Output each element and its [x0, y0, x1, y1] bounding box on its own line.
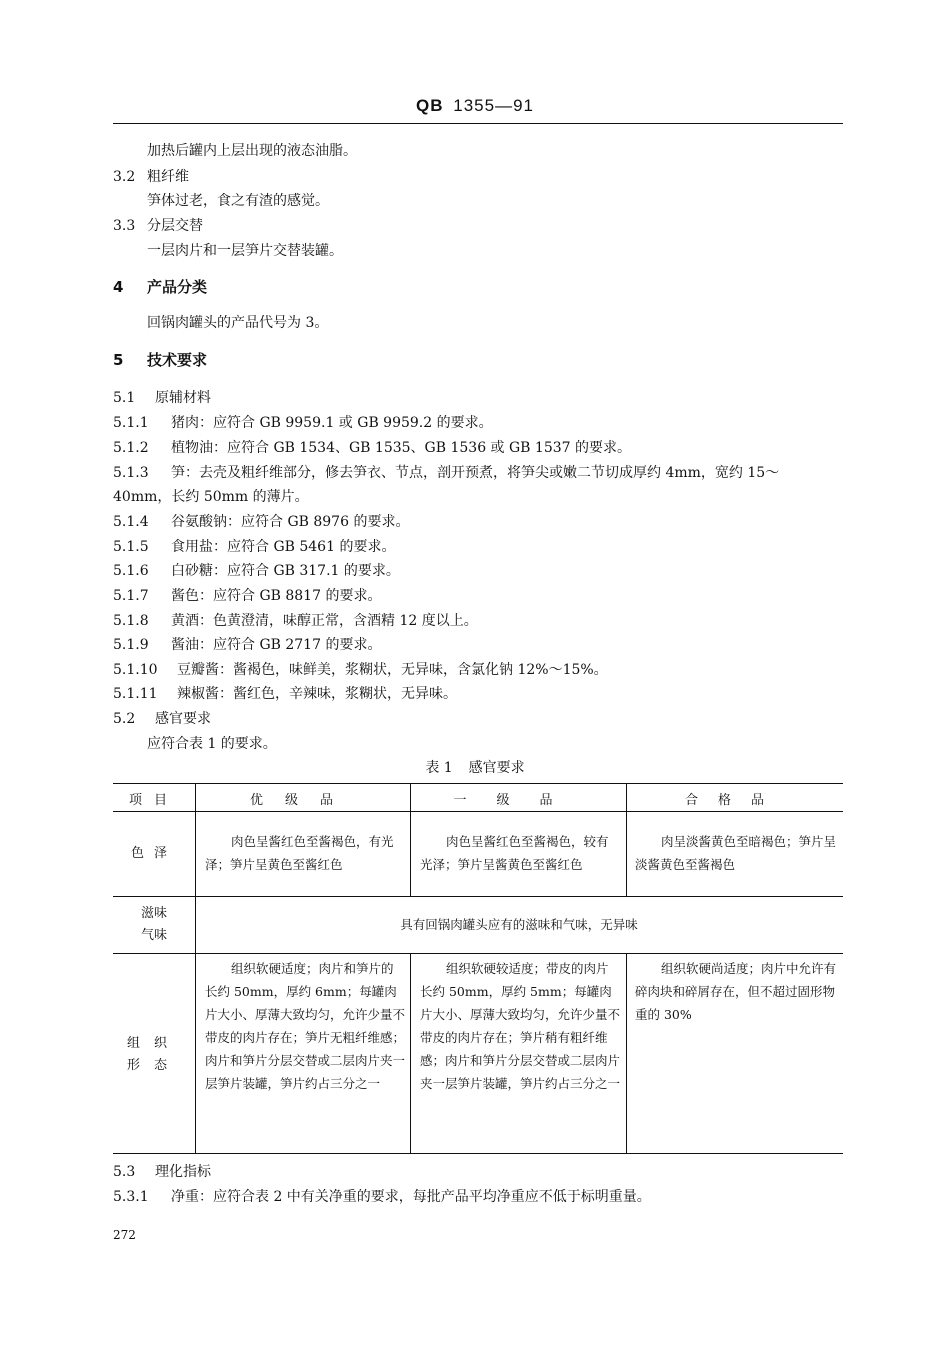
clause-5-1-2: [113, 437, 631, 457]
clause-number: 5.1.2: [113, 440, 149, 456]
text-line: 笋体过老，食之有渣的感觉。: [147, 193, 329, 209]
clause-number: 5.1.4: [113, 514, 149, 530]
section-5: [113, 349, 207, 370]
clause-5-1-5: [113, 536, 395, 556]
clause-text: 猪肉：应符合 GB 9959.1 或 GB 9959.2 的要求。: [171, 415, 493, 431]
sensory-table: [113, 783, 843, 1153]
table-caption: [0, 757, 950, 777]
section-number: 3.3: [113, 218, 136, 234]
clause-5-1-9: [113, 634, 381, 654]
text-line: 加热后罐内上层出现的液态油脂。: [147, 143, 357, 159]
clause-text: 植物油：应符合 GB 1534、GB 1535、GB 1536 或 GB 1537 的要求。: [171, 440, 632, 456]
row-label-taste: [113, 903, 195, 947]
section-title: 技术要求: [147, 351, 208, 369]
table-col-rule: [626, 953, 627, 1153]
cell-taste-merged: 具有回锅肉罐头应有的滋味和气味，无异味: [400, 917, 638, 932]
section-5-2: [113, 708, 211, 728]
table-header-qualified: 合格品: [684, 793, 784, 808]
clause-number: 5.1.3: [113, 465, 149, 481]
table-title: 感官要求: [468, 760, 525, 776]
clause-text: 黄酒：色黄澄清，味醇正常，含酒精 12 度以上。: [171, 613, 478, 629]
clause-5-3-1: [113, 1186, 651, 1206]
clause-text: 辣椒酱：酱红色，辛辣味，浆糊状，无异味。: [177, 686, 457, 702]
section-title: 原辅材料: [155, 390, 211, 406]
cell-texture-superior: 组织软硬适度；肉片和笋片的长约 50mm，厚约 6mm；每罐肉片大小、厚薄大致均匀，允许少量不带皮的肉片存在；笋片无粗纤维感；肉片和笋片分层交替或二层肉片夹一层笋片装罐，笋片约占三分之一: [205, 961, 406, 1091]
section-number: 4: [113, 278, 124, 296]
table-rule: [113, 1153, 843, 1154]
table-header-superior: 优级品: [249, 793, 355, 808]
clause-text: 净重：应符合表 2 中有关净重的要求，每批产品平均净重应不低于标明重量。: [171, 1189, 651, 1205]
page-number: 272: [113, 1228, 136, 1242]
clause-number: 5.1.11: [113, 686, 158, 702]
row-label-taste-a: 滋味: [140, 906, 167, 921]
cell-color-superior: 肉色呈酱红色至酱褐色，有光泽；笋片呈黄色至酱红色: [205, 834, 394, 872]
section-title: 感官要求: [155, 711, 211, 727]
table-header-item: 项目: [128, 793, 179, 808]
clause-5-1-8: [113, 610, 478, 630]
standard-number: 1355—91: [453, 96, 534, 115]
clause-5-1-4: [113, 511, 409, 531]
clause-number: 5.1.10: [113, 662, 158, 678]
header-rule: [113, 123, 843, 124]
text-line: 应符合表 1 的要求。: [147, 736, 277, 752]
row-label-texture-a: 组织: [126, 1036, 181, 1051]
section-5-1: [113, 387, 211, 407]
table-header-first: 一级品: [453, 793, 583, 808]
cell-color-qualified: 肉呈淡酱黄色至暗褐色；笋片呈淡酱黄色至酱褐色: [635, 834, 837, 872]
clause-text: 白砂糖：应符合 GB 317.1 的要求。: [171, 563, 400, 579]
section-number: 5: [113, 351, 124, 369]
clause-text: 谷氨酸钠：应符合 GB 8976 的要求。: [171, 514, 410, 530]
clause-5-1-11: [113, 683, 457, 703]
clause-text: 食用盐：应符合 GB 5461 的要求。: [171, 539, 396, 555]
clause-5-1-1: [113, 412, 493, 432]
section-3-3: [113, 215, 203, 235]
section-number: 5.2: [113, 711, 136, 727]
cell-texture-qualified: 组织软硬尚适度；肉片中允许有碎肉块和碎屑存在，但不超过固形物重的 30%: [635, 961, 837, 1022]
text-line: 回锅肉罐头的产品代号为 3。: [147, 315, 329, 331]
clause-5-1-6: [113, 560, 400, 580]
clause-text: 豆瓣酱：酱褐色，味鲜美，浆糊状，无异味，含氯化钠 12%～15%。: [177, 662, 608, 678]
clause-5-1-3: [113, 462, 779, 482]
clause-text: 酱色：应符合 GB 8817 的要求。: [171, 588, 382, 604]
table-rule: [113, 953, 843, 954]
section-number: 3.2: [113, 169, 136, 185]
clause-5-1-10: [113, 659, 608, 679]
clause-number: 5.1.6: [113, 563, 149, 579]
text-line: 一层肉片和一层笋片交替装罐。: [147, 243, 343, 259]
table-rule: [113, 811, 843, 812]
section-title: 分层交替: [147, 218, 203, 234]
clause-text: 笋：去壳及粗纤维部分，修去笋衣、节点，剖开预煮，将笋尖或嫩二节切成厚约 4mm，宽约 15～: [171, 465, 780, 481]
section-number: 5.3: [113, 1164, 136, 1180]
cell-color-first: 肉色呈酱红色至酱褐色，较有光泽；笋片呈酱黄色至酱红色: [420, 834, 609, 872]
section-number: 5.1: [113, 390, 136, 406]
section-3-2: [113, 166, 189, 186]
section-4: [113, 276, 207, 297]
clause-5-1-3-cont: 40mm，长约 50mm 的薄片。: [113, 489, 309, 505]
clause-number: 5.1.5: [113, 539, 149, 555]
table-col-rule: [410, 953, 411, 1153]
standard-prefix: QB: [416, 96, 444, 115]
table-number: 表 1: [425, 760, 453, 776]
section-title: 粗纤维: [147, 169, 189, 185]
section-title: 理化指标: [155, 1164, 211, 1180]
cell-texture-first: 组织软硬较适度；带皮的肉片长约 50mm，厚约 5mm；每罐肉片大小、厚薄大致均匀，允许少量不带皮的肉片存在；笋片稍有粗纤维感；肉片和笋片分层交替或二层肉片夹一层笋片装罐，笋片约占三分之一: [420, 961, 621, 1091]
clause-text: 酱油：应符合 GB 2717 的要求。: [171, 637, 382, 653]
clause-number: 5.1.9: [113, 637, 149, 653]
row-label-texture-b: 形态: [126, 1058, 181, 1073]
table-rule: [113, 896, 843, 897]
row-label-taste-b: 气味: [140, 928, 167, 943]
row-label-color: 色泽: [130, 846, 177, 861]
row-label-texture: [113, 1033, 195, 1077]
clause-5-1-7: [113, 585, 381, 605]
clause-number: 5.1.1: [113, 415, 149, 431]
clause-number: 5.3.1: [113, 1189, 149, 1205]
standard-header: [0, 96, 950, 116]
section-title: 产品分类: [147, 278, 208, 296]
clause-number: 5.1.8: [113, 613, 149, 629]
table-col-rule: [195, 783, 196, 1153]
clause-number: 5.1.7: [113, 588, 149, 604]
section-5-3: [113, 1161, 211, 1181]
table-rule: [113, 783, 843, 784]
